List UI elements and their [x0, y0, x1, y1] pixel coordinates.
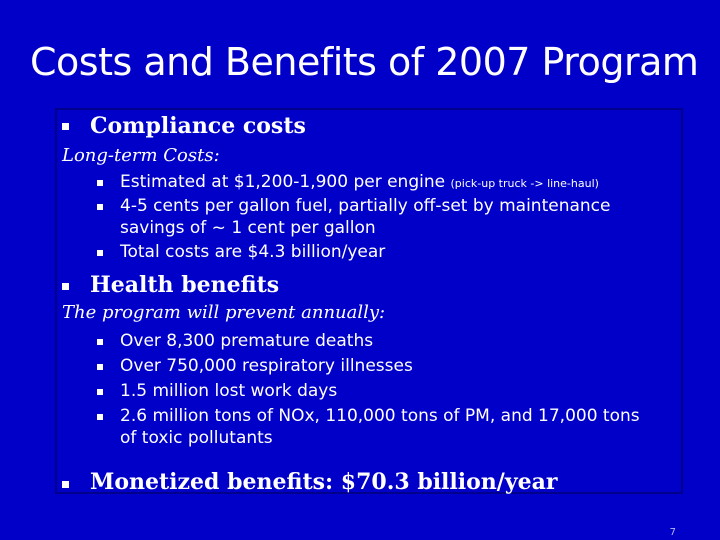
bullet-square-icon: [97, 204, 103, 210]
benefit-item-respiratory: Over 750,000 respiratory illnesses: [120, 356, 413, 376]
bullet-square-icon: [62, 283, 69, 290]
cost-item-fuel-line2: savings of ~ 1 cent per gallon: [120, 218, 376, 238]
bullet-square-icon: [62, 481, 69, 488]
cost-item-engine-text: Estimated at $1,200-1,900 per engine: [120, 172, 451, 192]
slide-title: Costs and Benefits of 2007 Program: [30, 40, 699, 84]
bullet-square-icon: [97, 414, 103, 420]
monetized-benefits-heading: Monetized benefits: $70.3 billion/year: [90, 469, 558, 495]
bullet-square-icon: [62, 123, 69, 130]
benefit-item-pollutants-line1: 2.6 million tons of NOx, 110,000 tons of PM, and 17,000 tons: [120, 406, 640, 426]
cost-item-engine-note: (pick-up truck -> line-haul): [450, 177, 599, 190]
cost-item-fuel-line1: 4-5 cents per gallon fuel, partially off-set by maintenance: [120, 196, 611, 216]
bullet-square-icon: [97, 364, 103, 370]
long-term-costs-subheading: Long-term Costs:: [62, 145, 220, 166]
bullet-square-icon: [97, 339, 103, 345]
benefit-item-work-days: 1.5 million lost work days: [120, 381, 338, 401]
benefit-item-pollutants-line2: of toxic pollutants: [120, 428, 273, 448]
page-number: 7: [669, 527, 676, 538]
bullet-square-icon: [97, 250, 103, 256]
cost-item-engine: [120, 172, 599, 194]
bullet-square-icon: [97, 180, 103, 186]
bullet-square-icon: [97, 389, 103, 395]
cost-item-total: Total costs are $4.3 billion/year: [120, 242, 386, 262]
prevent-annually-subheading: The program will prevent annually:: [62, 302, 386, 323]
compliance-costs-heading: Compliance costs: [90, 113, 306, 139]
benefit-item-deaths: Over 8,300 premature deaths: [120, 331, 374, 351]
health-benefits-heading: Health benefits: [90, 272, 280, 298]
